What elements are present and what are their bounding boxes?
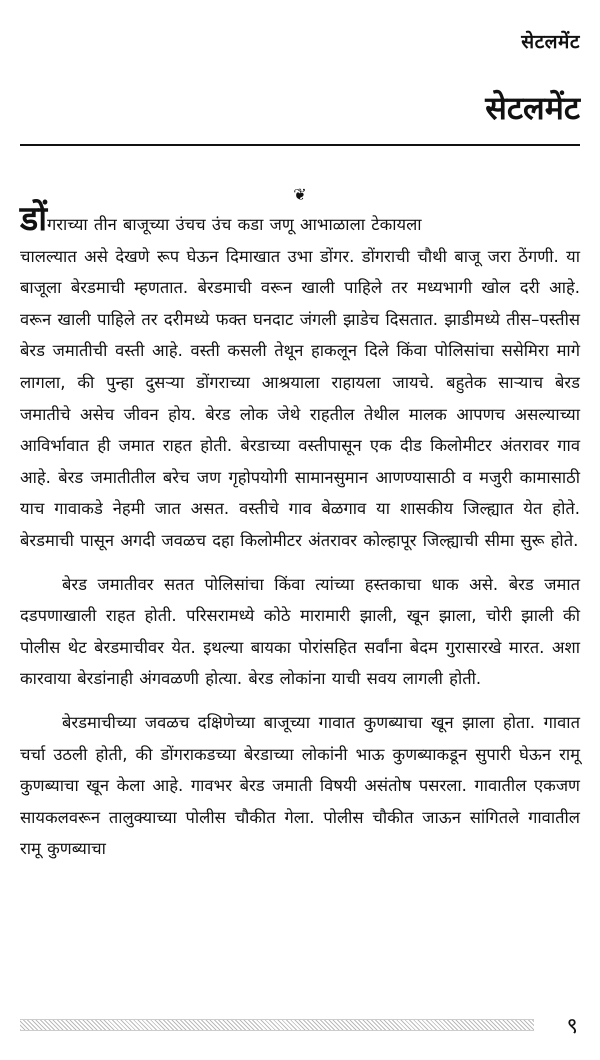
drop-cap: डों [20, 199, 47, 239]
chapter-title: सेटलमेंट [485, 89, 580, 127]
footer-band [20, 1019, 534, 1031]
title-divider [20, 144, 580, 146]
body-text [20, 199, 580, 865]
paragraph-1-opening: गराच्या तीन बाजूच्या उंचच उंच कडा जणू आभाळाला टेकायला [47, 215, 422, 234]
page-number: ९ [566, 1014, 578, 1039]
paragraph-1-first-line [20, 199, 580, 241]
ornament-icon: ❦ [293, 185, 307, 204]
paragraph-2: बेरड जमातीवर सतत पोलिसांचा किंवा त्यांच्या हस्तकाचा धाक असे. बेरड जमात दडपणाखाली राहत होती. परिसरामध्ये कोठे मारामारी झाली, खून झाला, चोरी झाली की पोलीस थेट बेरडमाचीवर येत. इथल्या बायका पोरांसहित सर्वांना बेदम गुरासारखे मारत. अशा कारवाया बेरडांनाही अंगवळणी होत्या. बेरड लोकांना याची सवय लागली होती. [20, 574, 580, 689]
running-header: सेटलमेंट [521, 31, 580, 53]
paragraph-3: बेरडमाचीच्या जवळच दक्षिणेच्या बाजूच्या गावात कुणब्याचा खून झाला होता. गावात चर्चा उठली होती, की डोंगराकडच्या बेरडाच्या लोकांनी भाऊ कुणब्याकडून सुपारी घेऊन रामू कुणब्याचा खून केला आहे. गावभर बेरड जमाती विषयी असंतोष पसरला. गावातील एकजण सायकलवरून तालुक्याच्या पोलीस चौकीत गेला. पोलीस चौकीत जाऊन सांगितले गावातील रामू कुणब्याचा [20, 712, 580, 859]
paragraph-1: चालल्यात असे देखणे रूप घेऊन दिमाखात उभा डोंगर. डोंगराची चौथी बाजू जरा ठेंगणी. या बाजूला बेरडमाची म्हणतात. बेरडमाची वरून खाली पाहिले तर मध्यभागी खोल दरी आहे. वरून खाली पाहिले तर दरीमध्ये फक्त घनदाट जंगली झाडेच दिसतात. झाडीमध्ये तीस–पस्तीस बेरड जमातीची वस्ती आहे. वस्ती कसली तेथून हाकलून दिले किंवा पोलिसांचा ससेमिरा मागे लागला, की पुन्हा दुसऱ्या डोंगराच्या आश्रयाला राहायला जायचे. बहुतेक साऱ्याच बेरड जमातीचे असेच जीवन होय. बेरड लोक जेथे राहतील तेथील मालक आपणच असल्याच्या आविर्भावात ही जमात राहत होती. बेरडाच्या वस्तीपासून एक दीड किलोमीटर अंतरावर गाव आहे. बेरड जमातीतील बरेच जण गृहोपयोगी सामानसुमान आणण्यासाठी व मजुरी कामासाठी याच गावाकडे नेहमी जात असत. वस्तीचे गाव बेळगाव या शासकीय जिल्ह्यात येत होते. बेरडमाची पासून अगदी जवळच दहा किलोमीटर अंतरावर कोल्हापूर जिल्ह्याची सीमा सुरू होते. [20, 246, 580, 550]
